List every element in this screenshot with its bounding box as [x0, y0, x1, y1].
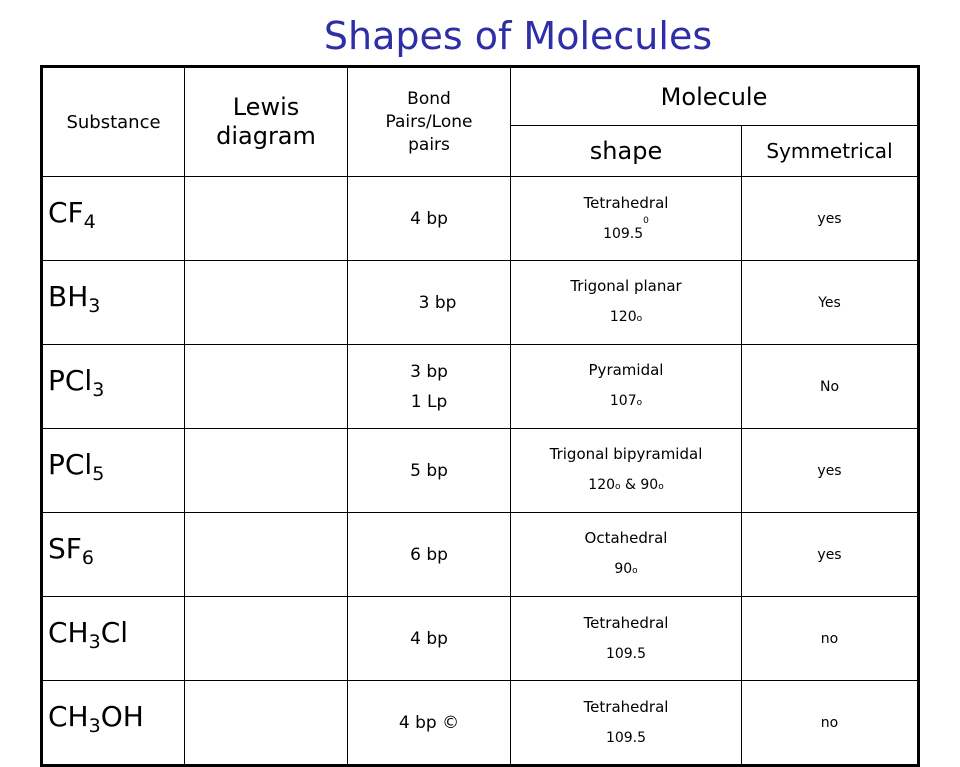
- bond-angle: [603, 216, 649, 242]
- header-lewis-line2: diagram: [216, 122, 316, 150]
- angle-superscript-2: o: [658, 482, 664, 492]
- shape-cell: [511, 429, 742, 513]
- angle-value: 109.5: [603, 226, 644, 242]
- header-lewis-line1: Lewis: [232, 93, 300, 121]
- table-row: [42, 429, 919, 513]
- symmetrical-cell: Yes: [742, 261, 919, 345]
- header-bond-pairs: [348, 67, 511, 177]
- symmetrical-cell: yes: [742, 429, 919, 513]
- header-substance: Substance: [42, 67, 185, 177]
- lewis-cell: [185, 513, 348, 597]
- header-symmetrical: Symmetrical: [742, 126, 919, 177]
- table-row: [42, 681, 919, 766]
- table-row: [42, 597, 919, 681]
- angle-value: 107: [609, 393, 637, 409]
- lewis-cell: [185, 429, 348, 513]
- header-lewis-diagram: [185, 67, 348, 177]
- bond-angle: [610, 309, 642, 325]
- bond-angle: [588, 477, 663, 493]
- page-title: Shapes of Molecules: [323, 14, 713, 58]
- formula-cell: [42, 177, 185, 261]
- shape-cell: [511, 597, 742, 681]
- lewis-cell: [185, 597, 348, 681]
- header-row: [42, 67, 919, 126]
- shape-cell: [511, 345, 742, 429]
- formula-main: SF: [48, 532, 82, 565]
- angle-superscript: o: [615, 482, 621, 492]
- formula-subscript: 6: [81, 547, 94, 569]
- lewis-cell: [185, 261, 348, 345]
- formula-subscript: 3: [88, 631, 101, 653]
- symmetrical-cell: yes: [742, 177, 919, 261]
- lewis-cell: [185, 681, 348, 766]
- bond-cell: [348, 177, 511, 261]
- header-shape: shape: [511, 126, 742, 177]
- header-bond-line1: Bond: [407, 88, 451, 109]
- bond-cell: [348, 345, 511, 429]
- bond-value: 5 bp: [410, 460, 448, 481]
- bond-cell: [348, 681, 511, 766]
- shape-name: Tetrahedral: [583, 194, 669, 212]
- formula-cell: [42, 429, 185, 513]
- header-molecule: Molecule: [511, 67, 919, 126]
- bond-value: 3 bp: [418, 292, 457, 313]
- bond-cell: [348, 261, 511, 345]
- table-row: [42, 177, 919, 261]
- formula-cell: [42, 513, 185, 597]
- formula-subscript: 5: [92, 463, 105, 485]
- formula-cell: [42, 345, 185, 429]
- symmetrical-cell: No: [742, 345, 919, 429]
- table-row: [42, 513, 919, 597]
- bond-angle: 109.5: [605, 730, 647, 746]
- formula-subscript: 3: [88, 715, 101, 737]
- formula-cell: [42, 597, 185, 681]
- bond-value: 6 bp: [410, 544, 448, 565]
- bond-angle: [614, 561, 637, 577]
- lone-pair-value: 1 Lp: [410, 391, 448, 412]
- bond-cell: [348, 429, 511, 513]
- symmetrical-cell: no: [742, 597, 919, 681]
- shape-name: Tetrahedral: [583, 614, 669, 632]
- bond-value: 4 bp: [410, 628, 448, 649]
- formula-main: BH: [48, 280, 89, 313]
- angle-superscript: o: [632, 566, 638, 576]
- shape-cell: [511, 513, 742, 597]
- bond-value: 4 bp ©: [398, 712, 460, 733]
- bond-cell: [348, 513, 511, 597]
- formula-main: CH: [48, 700, 89, 733]
- bond-value: 3 bp: [410, 361, 448, 382]
- shape-name: Octahedral: [584, 529, 668, 547]
- shape-name: Trigonal bipyramidal: [549, 445, 703, 463]
- angle-value: 120: [609, 309, 637, 325]
- bond-cell: [348, 597, 511, 681]
- angle-superscript: o: [636, 398, 643, 408]
- shape-cell: [511, 177, 742, 261]
- bond-value: 4 bp: [410, 208, 448, 229]
- lewis-cell: [185, 345, 348, 429]
- angle-value: 90: [614, 561, 633, 577]
- angle-superscript: o: [636, 314, 643, 324]
- angle-tail: & 90: [620, 477, 659, 493]
- molecule-shapes-table: [40, 65, 920, 767]
- lewis-cell: [185, 177, 348, 261]
- bond-angle: 109.5: [605, 646, 647, 662]
- formula-subscript: 3: [88, 295, 101, 317]
- formula-tail: OH: [100, 700, 144, 733]
- formula-subscript: 3: [92, 379, 105, 401]
- header-bond-line3: pairs: [408, 134, 450, 155]
- formula-main: PCl: [48, 364, 93, 397]
- symmetrical-cell: yes: [742, 513, 919, 597]
- bond-angle: [610, 393, 642, 409]
- header-bond-line2: Pairs/Lone: [385, 111, 473, 132]
- formula-cell: [42, 681, 185, 766]
- shape-name: Pyramidal: [588, 361, 664, 379]
- shape-name: Tetrahedral: [583, 698, 669, 716]
- shape-cell: [511, 261, 742, 345]
- shape-name: Trigonal planar: [570, 277, 682, 295]
- formula-tail: Cl: [100, 616, 129, 649]
- formula-main: PCl: [48, 448, 93, 481]
- formula-main: CF: [48, 196, 84, 229]
- formula-subscript: 4: [83, 211, 96, 233]
- angle-superscript: 0: [643, 216, 649, 226]
- table-row: [42, 261, 919, 345]
- formula-cell: [42, 261, 185, 345]
- symmetrical-cell: no: [742, 681, 919, 766]
- table-row: [42, 345, 919, 429]
- shape-cell: [511, 681, 742, 766]
- angle-value: 120: [588, 477, 616, 493]
- formula-main: CH: [48, 616, 89, 649]
